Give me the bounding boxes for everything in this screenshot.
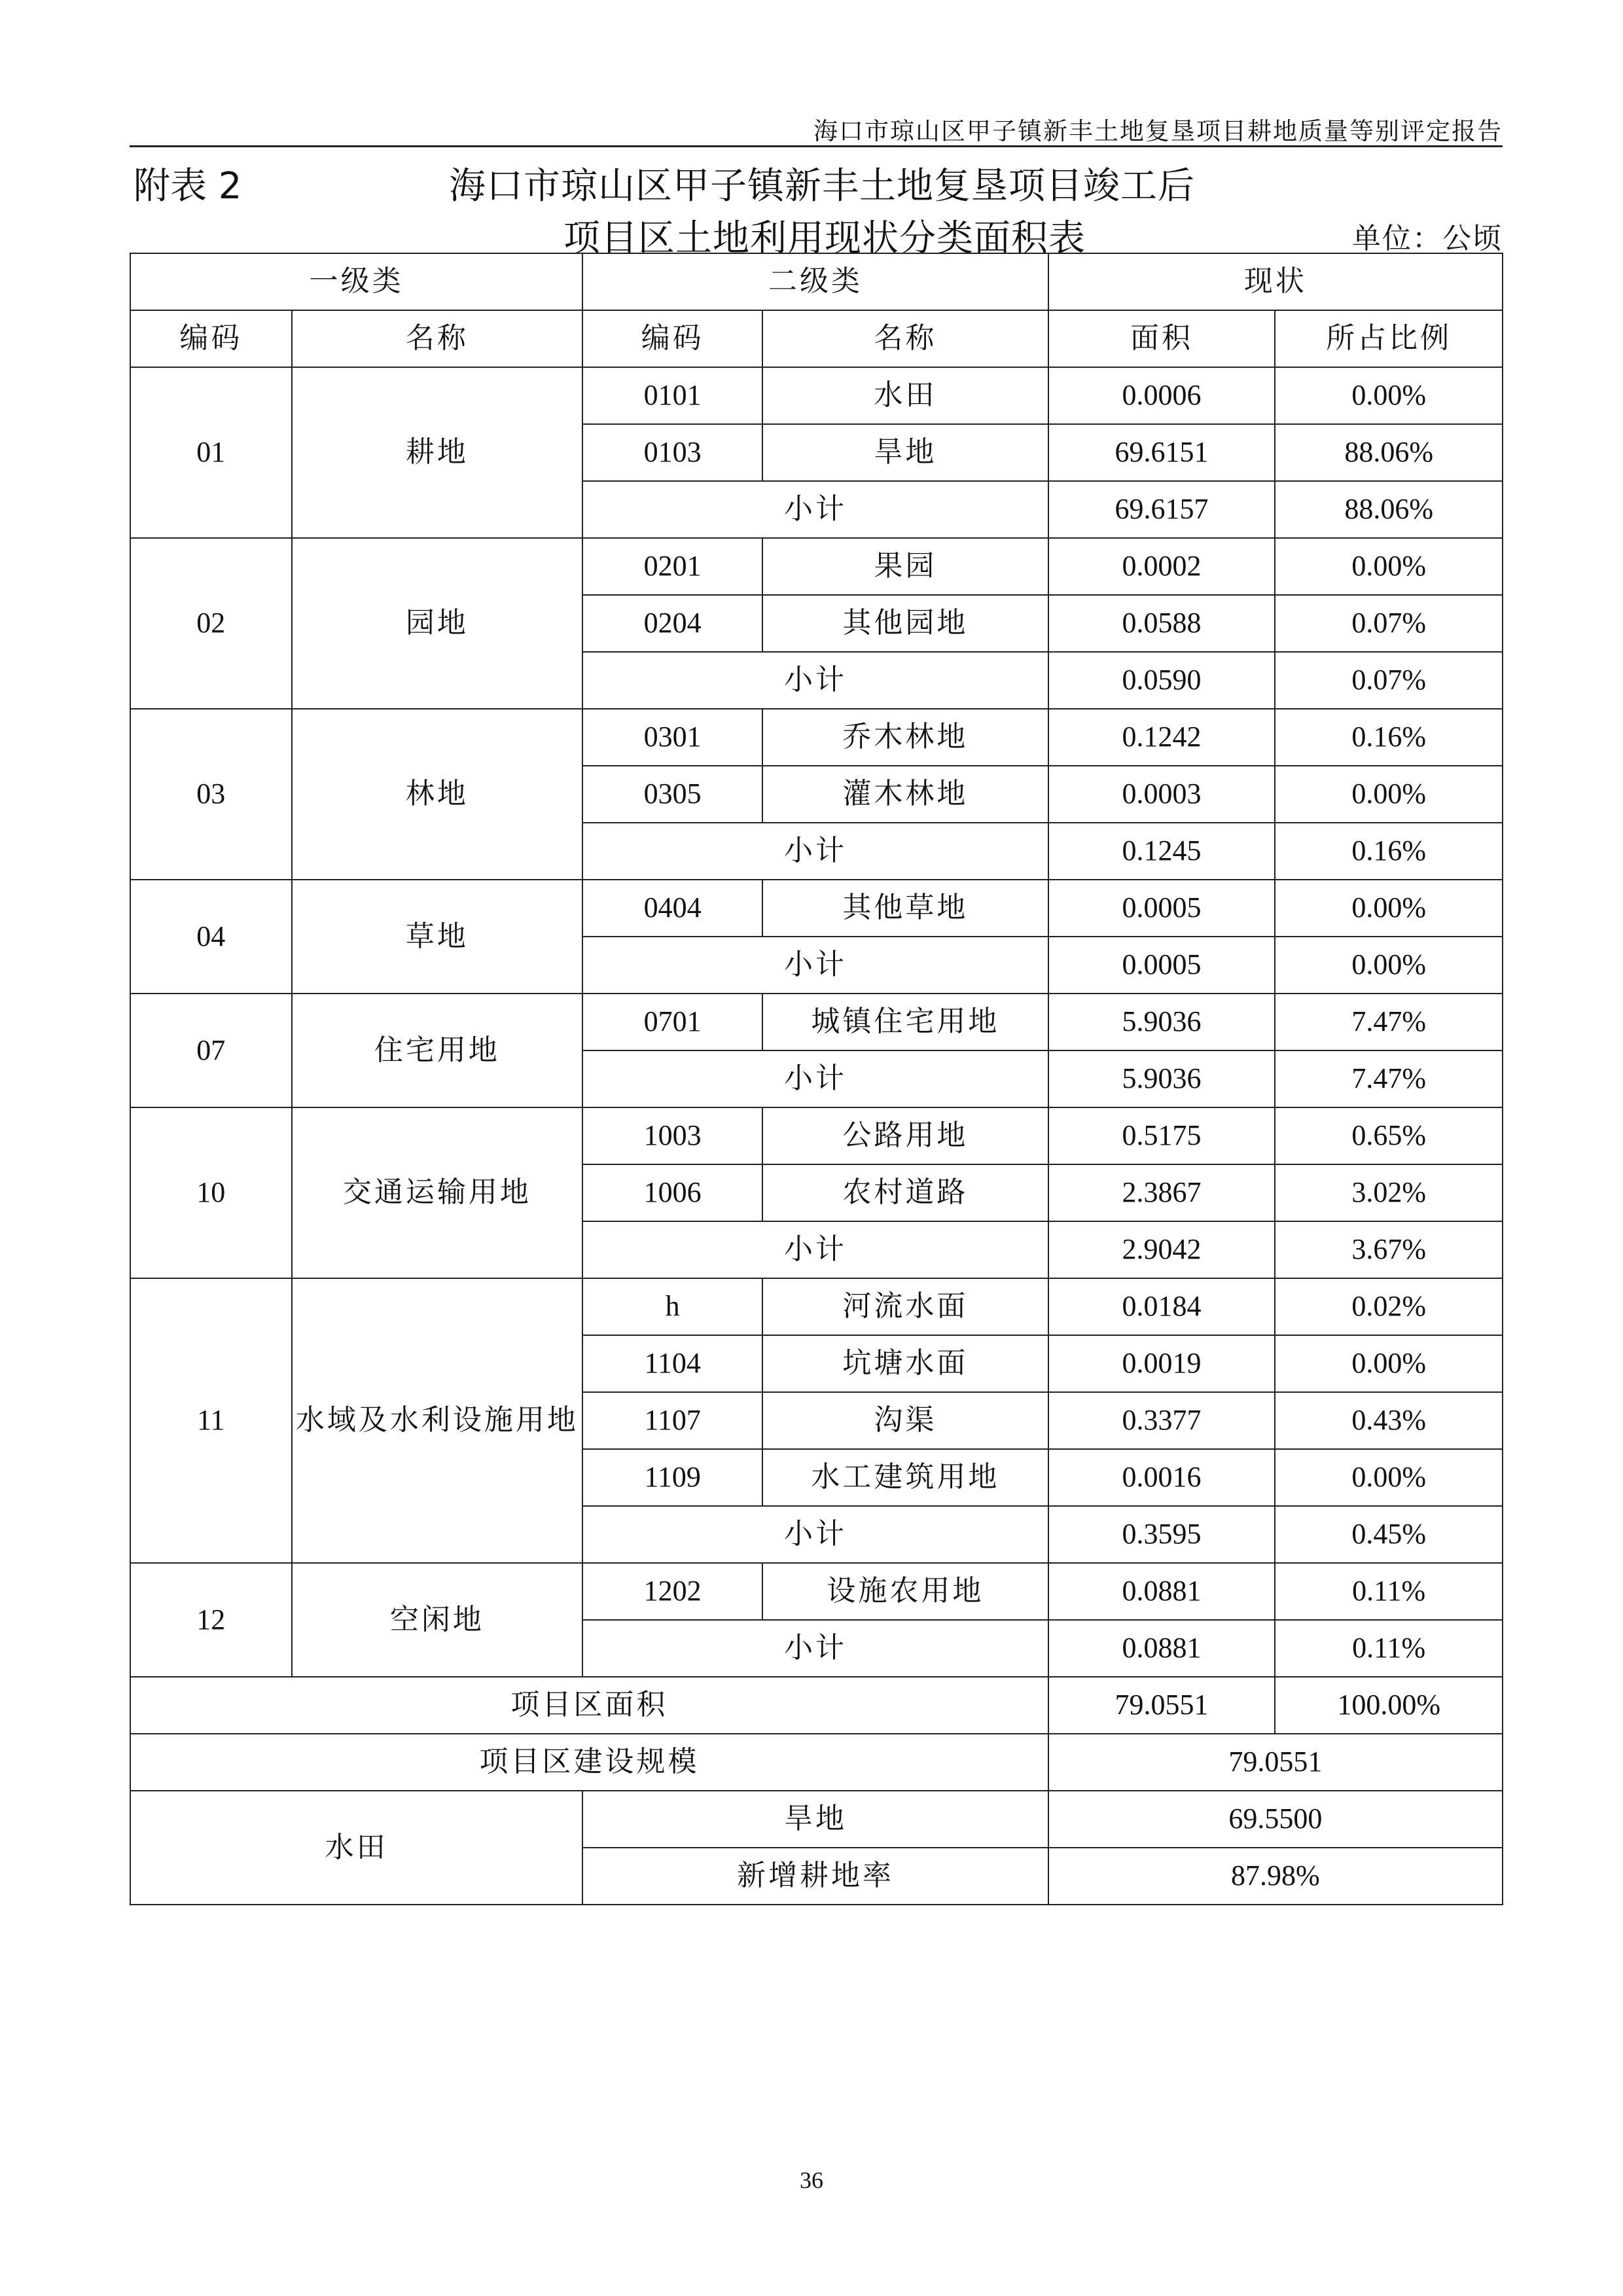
subtotal-label: 小计	[582, 652, 1048, 709]
appendix-label: 附表 2	[134, 165, 242, 207]
level2-code: 1107	[582, 1392, 762, 1449]
project-area-row	[130, 1677, 1503, 1734]
ratio-value: 0.07%	[1275, 595, 1503, 652]
subtotal-area: 0.0005	[1048, 937, 1275, 994]
level2-code: 0701	[582, 994, 762, 1050]
level1-code: 03	[130, 709, 292, 880]
dryland-label: 旱地	[582, 1791, 1048, 1848]
level2-name: 水田	[762, 367, 1048, 424]
ratio-value: 88.06%	[1275, 424, 1503, 481]
area-value: 0.0006	[1048, 367, 1275, 424]
area-value: 0.0019	[1048, 1335, 1275, 1392]
subtotal-label: 小计	[582, 1620, 1048, 1677]
level1-code: 04	[130, 880, 292, 994]
subtotal-area: 2.9042	[1048, 1221, 1275, 1278]
footer-left-label: 水田	[130, 1791, 582, 1905]
page-number: 36	[800, 2167, 823, 2193]
area-value: 0.1242	[1048, 709, 1275, 766]
header-rule	[130, 145, 1503, 147]
subtotal-label: 小计	[582, 481, 1048, 538]
subtotal-area: 0.0881	[1048, 1620, 1275, 1677]
level1-name: 林地	[292, 709, 583, 880]
subtotal-ratio: 88.06%	[1275, 481, 1503, 538]
level1-code: 10	[130, 1107, 292, 1278]
ratio-value: 0.02%	[1275, 1278, 1503, 1335]
area-value: 0.3377	[1048, 1392, 1275, 1449]
area-value: 0.0002	[1048, 538, 1275, 595]
level2-name: 河流水面	[762, 1278, 1048, 1335]
footer-row	[130, 1791, 1503, 1848]
subtotal-area: 0.0590	[1048, 652, 1275, 709]
table-row	[130, 538, 1503, 595]
ratio-value: 0.00%	[1275, 1335, 1503, 1392]
subtotal-ratio: 0.00%	[1275, 937, 1503, 994]
level1-name: 草地	[292, 880, 583, 994]
area-value: 0.0588	[1048, 595, 1275, 652]
subtotal-ratio: 0.45%	[1275, 1506, 1503, 1563]
level2-code: 0301	[582, 709, 762, 766]
subtotal-ratio: 7.47%	[1275, 1050, 1503, 1107]
ratio-value: 0.00%	[1275, 538, 1503, 595]
land-use-table	[130, 253, 1503, 1905]
header-status: 现状	[1048, 253, 1503, 310]
ratio-value: 0.43%	[1275, 1392, 1503, 1449]
subtotal-ratio: 0.07%	[1275, 652, 1503, 709]
subtotal-label: 小计	[582, 1221, 1048, 1278]
level1-name: 交通运输用地	[292, 1107, 583, 1278]
level2-code: 0103	[582, 424, 762, 481]
area-value: 0.5175	[1048, 1107, 1275, 1164]
header-ratio: 所占比例	[1275, 310, 1503, 367]
table-title-line2: 项目区土地利用现状分类面积表	[563, 217, 1086, 260]
subtotal-area: 0.1245	[1048, 823, 1275, 880]
level2-name: 果园	[762, 538, 1048, 595]
build-scale-value: 79.0551	[1048, 1734, 1503, 1791]
area-value: 5.9036	[1048, 994, 1275, 1050]
table-row	[130, 367, 1503, 424]
header-name2: 名称	[762, 310, 1048, 367]
level2-name: 公路用地	[762, 1107, 1048, 1164]
unit-label: 单位：公顷	[1352, 222, 1503, 255]
ratio-value: 0.00%	[1275, 1449, 1503, 1506]
table-row	[130, 1278, 1503, 1335]
level2-name: 沟渠	[762, 1392, 1048, 1449]
project-area-value: 79.0551	[1048, 1677, 1275, 1734]
level1-name: 耕地	[292, 367, 583, 538]
new-farmland-rate-label: 新增耕地率	[582, 1848, 1048, 1905]
level2-code: 1109	[582, 1449, 762, 1506]
table-title-line1: 海口市琼山区甲子镇新丰土地复垦项目竣工后	[449, 165, 1195, 207]
subtotal-ratio: 3.67%	[1275, 1221, 1503, 1278]
table-row	[130, 880, 1503, 937]
level2-code: 0305	[582, 766, 762, 823]
subtotal-label: 小计	[582, 937, 1048, 994]
level1-name: 空闲地	[292, 1563, 583, 1677]
header-code2: 编码	[582, 310, 762, 367]
level2-name: 乔木林地	[762, 709, 1048, 766]
table-row	[130, 1107, 1503, 1164]
header-row-1	[130, 253, 1503, 310]
level1-name: 住宅用地	[292, 994, 583, 1107]
level2-name: 其他草地	[762, 880, 1048, 937]
ratio-value: 0.16%	[1275, 709, 1503, 766]
level1-code: 12	[130, 1563, 292, 1677]
ratio-value: 7.47%	[1275, 994, 1503, 1050]
level1-code: 01	[130, 367, 292, 538]
project-area-ratio: 100.00%	[1275, 1677, 1503, 1734]
header-code: 编码	[130, 310, 292, 367]
level2-name: 旱地	[762, 424, 1048, 481]
header-level2: 二级类	[582, 253, 1048, 310]
level2-name: 其他园地	[762, 595, 1048, 652]
ratio-value: 0.11%	[1275, 1563, 1503, 1620]
ratio-value: 0.65%	[1275, 1107, 1503, 1164]
level2-code: h	[582, 1278, 762, 1335]
level1-code: 02	[130, 538, 292, 709]
dryland-value: 69.5500	[1048, 1791, 1503, 1848]
level2-name: 坑塘水面	[762, 1335, 1048, 1392]
level2-code: 0201	[582, 538, 762, 595]
area-value: 0.0881	[1048, 1563, 1275, 1620]
level2-name: 设施农用地	[762, 1563, 1048, 1620]
table-row	[130, 994, 1503, 1050]
table-row	[130, 1563, 1503, 1620]
header-level1: 一级类	[130, 253, 582, 310]
level1-code: 11	[130, 1278, 292, 1563]
area-value: 2.3867	[1048, 1164, 1275, 1221]
subtotal-label: 小计	[582, 823, 1048, 880]
level2-code: 1104	[582, 1335, 762, 1392]
subtotal-area: 69.6157	[1048, 481, 1275, 538]
level2-code: 1202	[582, 1563, 762, 1620]
level2-name: 农村道路	[762, 1164, 1048, 1221]
table-row	[130, 709, 1503, 766]
level2-name: 灌木林地	[762, 766, 1048, 823]
area-value: 0.0016	[1048, 1449, 1275, 1506]
subtotal-label: 小计	[582, 1050, 1048, 1107]
level1-name: 水域及水利设施用地	[292, 1278, 583, 1563]
level2-name: 水工建筑用地	[762, 1449, 1048, 1506]
area-value: 0.0184	[1048, 1278, 1275, 1335]
project-area-label: 项目区面积	[130, 1677, 1048, 1734]
build-scale-row	[130, 1734, 1503, 1791]
ratio-value: 0.00%	[1275, 367, 1503, 424]
subtotal-label: 小计	[582, 1506, 1048, 1563]
build-scale-label: 项目区建设规模	[130, 1734, 1048, 1791]
ratio-value: 0.00%	[1275, 766, 1503, 823]
level2-code: 0204	[582, 595, 762, 652]
subtotal-area: 5.9036	[1048, 1050, 1275, 1107]
area-value: 0.0003	[1048, 766, 1275, 823]
level2-name: 城镇住宅用地	[762, 994, 1048, 1050]
level2-code: 0101	[582, 367, 762, 424]
subtotal-ratio: 0.11%	[1275, 1620, 1503, 1677]
level2-code: 0404	[582, 880, 762, 937]
subtotal-area: 0.3595	[1048, 1506, 1275, 1563]
level2-code: 1003	[582, 1107, 762, 1164]
header-name: 名称	[292, 310, 583, 367]
level1-name: 园地	[292, 538, 583, 709]
running-header: 海口市琼山区甲子镇新丰土地复垦项目耕地质量等别评定报告	[813, 117, 1503, 145]
area-value: 0.0005	[1048, 880, 1275, 937]
ratio-value: 0.00%	[1275, 880, 1503, 937]
new-farmland-rate-value: 87.98%	[1048, 1848, 1503, 1905]
area-value: 69.6151	[1048, 424, 1275, 481]
header-row-2	[130, 310, 1503, 367]
ratio-value: 3.02%	[1275, 1164, 1503, 1221]
level2-code: 1006	[582, 1164, 762, 1221]
subtotal-ratio: 0.16%	[1275, 823, 1503, 880]
header-area: 面积	[1048, 310, 1275, 367]
level1-code: 07	[130, 994, 292, 1107]
